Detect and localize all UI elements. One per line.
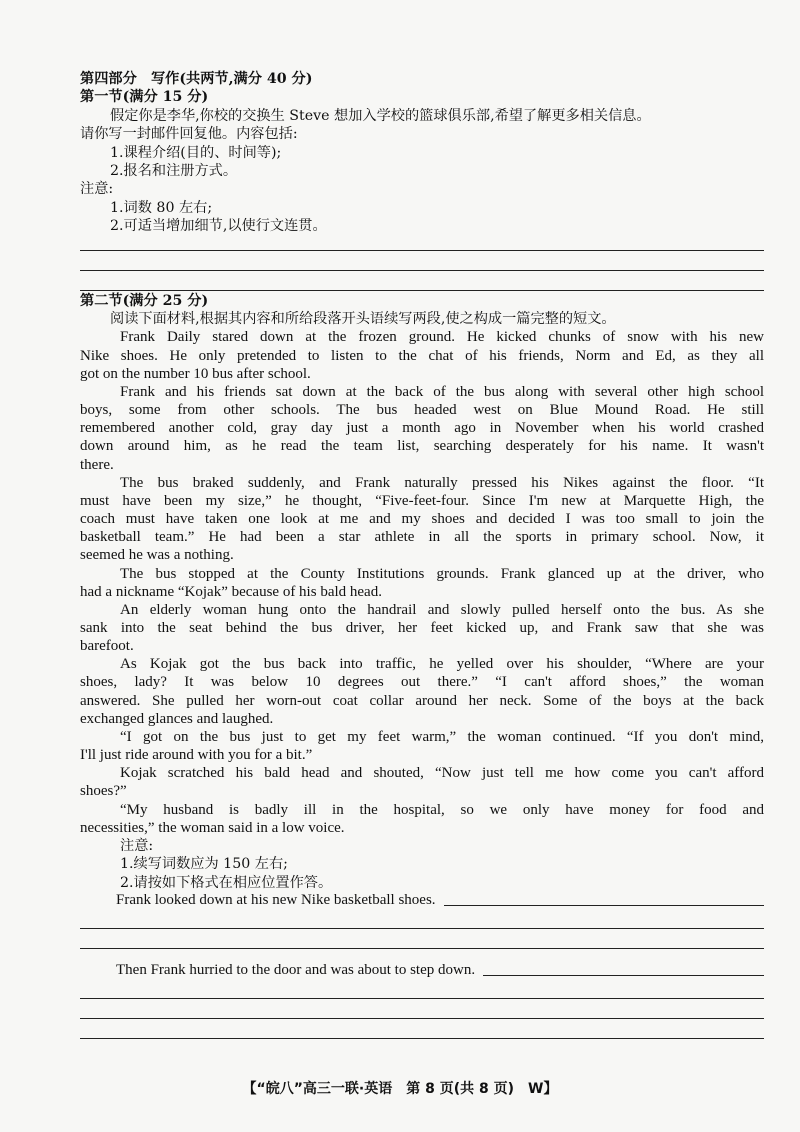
continuation-prompt-2 bbox=[80, 962, 764, 979]
story-paragraph-7: “I got on the bus just to get my feet warm,” the woman continued. “If you don't mind, I'll just ride around with you for a bit.” bbox=[80, 728, 764, 764]
section1-prompt-cont: 请你写一封邮件回复他。内容包括: bbox=[80, 126, 298, 143]
notes-label: 注意: bbox=[120, 837, 154, 854]
content-item-2: 2.报名和注册方式。 bbox=[110, 163, 238, 180]
story-paragraph-8: Kojak scratched his bald head and shouted, “Now just tell me how come you can't afford shoes?” bbox=[80, 765, 764, 800]
answer-line[interactable] bbox=[483, 975, 764, 976]
story-paragraph-9: “My husband is badly ill in the hospital, so we only have money for food and necessities,” the woman said in a low voice. bbox=[80, 801, 764, 836]
note-1: 1.词数 80 左右; bbox=[110, 199, 213, 216]
paragraph-opener: Then Frank hurried to the door and was about to step down. bbox=[116, 962, 476, 979]
exam-page bbox=[80, 70, 764, 1039]
note-1: 1.续写词数应为 150 左右; bbox=[120, 856, 288, 873]
continuation-prompt-1 bbox=[80, 892, 764, 909]
story-paragraph-3: The bus braked suddenly, and Frank naturally pressed his Nikes against the floor. “It must have been my size,” he thought, “Five-feet-four. Since I'm new at Marquette High, the coach must have taken one look at me and my shoes and decided I was too small to join the basketball team.” He had been a star athlete in all the sports in primary school. Now, it seemed he was a nothing. bbox=[80, 474, 764, 564]
page-footer: 【“皖八”高三一联·英语 第 8 页(共 8 页) W】 bbox=[242, 1081, 558, 1097]
section1-prompt: 假定你是李华,你校的交换生 Steve 想加入学校的篮球俱乐部,希望了解更多相关信息。 bbox=[110, 107, 651, 124]
note-2: 2.请按如下格式在相应位置作答。 bbox=[120, 874, 333, 891]
answer-line[interactable] bbox=[80, 1038, 764, 1039]
notes-label: 注意: bbox=[80, 181, 114, 198]
section1-title: 第一节(满分 15 分) bbox=[80, 89, 209, 106]
content-item-1: 1.课程介绍(目的、时间等); bbox=[110, 144, 282, 161]
story-paragraph-6: As Kojak got the bus back into traffic, he yelled over his shoulder, “Where are your shoes, lady? It was below 10 degrees out there.” “I can't afford shoes,” the woman answered. She pulled her worn-out coat collar around her neck. Some of the boys at the back exchanged glances and laughed. bbox=[80, 656, 764, 727]
story-paragraph-2: Frank and his friends sat down at the back of the bus along with several other high school boys, some from other schools. The bus headed west on Blue Mound Road. He still remembered another cold, gray day just a month ago in November when his world crashed down around him, as he read the team list, searching desperately for his name. It wasn't there. bbox=[80, 383, 764, 473]
story-paragraph-5: An elderly woman hung onto the handrail and slowly pulled herself onto the bus. As she sank into the seat behind the bus driver, her feet kicked up, and Frank saw that she was barefoot. bbox=[80, 601, 764, 655]
story-paragraph-4: The bus stopped at the County Institutions grounds. Frank glanced up at the driver, who had a nickname “Kojak” because of his bald head. bbox=[80, 565, 764, 600]
section2-instruction: 阅读下面材料,根据其内容和所给段落开头语续写两段,使之构成一篇完整的短文。 bbox=[110, 311, 616, 328]
note-2: 2.可适当增加细节,以使行文连贯。 bbox=[110, 218, 327, 235]
part-title: 第四部分 写作(共两节,满分 40 分) bbox=[80, 71, 313, 87]
section2-title: 第二节(满分 25 分) bbox=[80, 292, 209, 309]
story-paragraph-1: Frank Daily stared down at the frozen ground. He kicked chunks of snow with his new Nike shoes. He only pretended to listen to the chat of his friends, Norm and Ed, as they all got on the number 10 bus after school. bbox=[80, 329, 764, 382]
answer-line[interactable] bbox=[444, 905, 764, 906]
answer-line[interactable] bbox=[80, 290, 764, 291]
paragraph-opener: Frank looked down at his new Nike basketball shoes. bbox=[116, 892, 436, 909]
